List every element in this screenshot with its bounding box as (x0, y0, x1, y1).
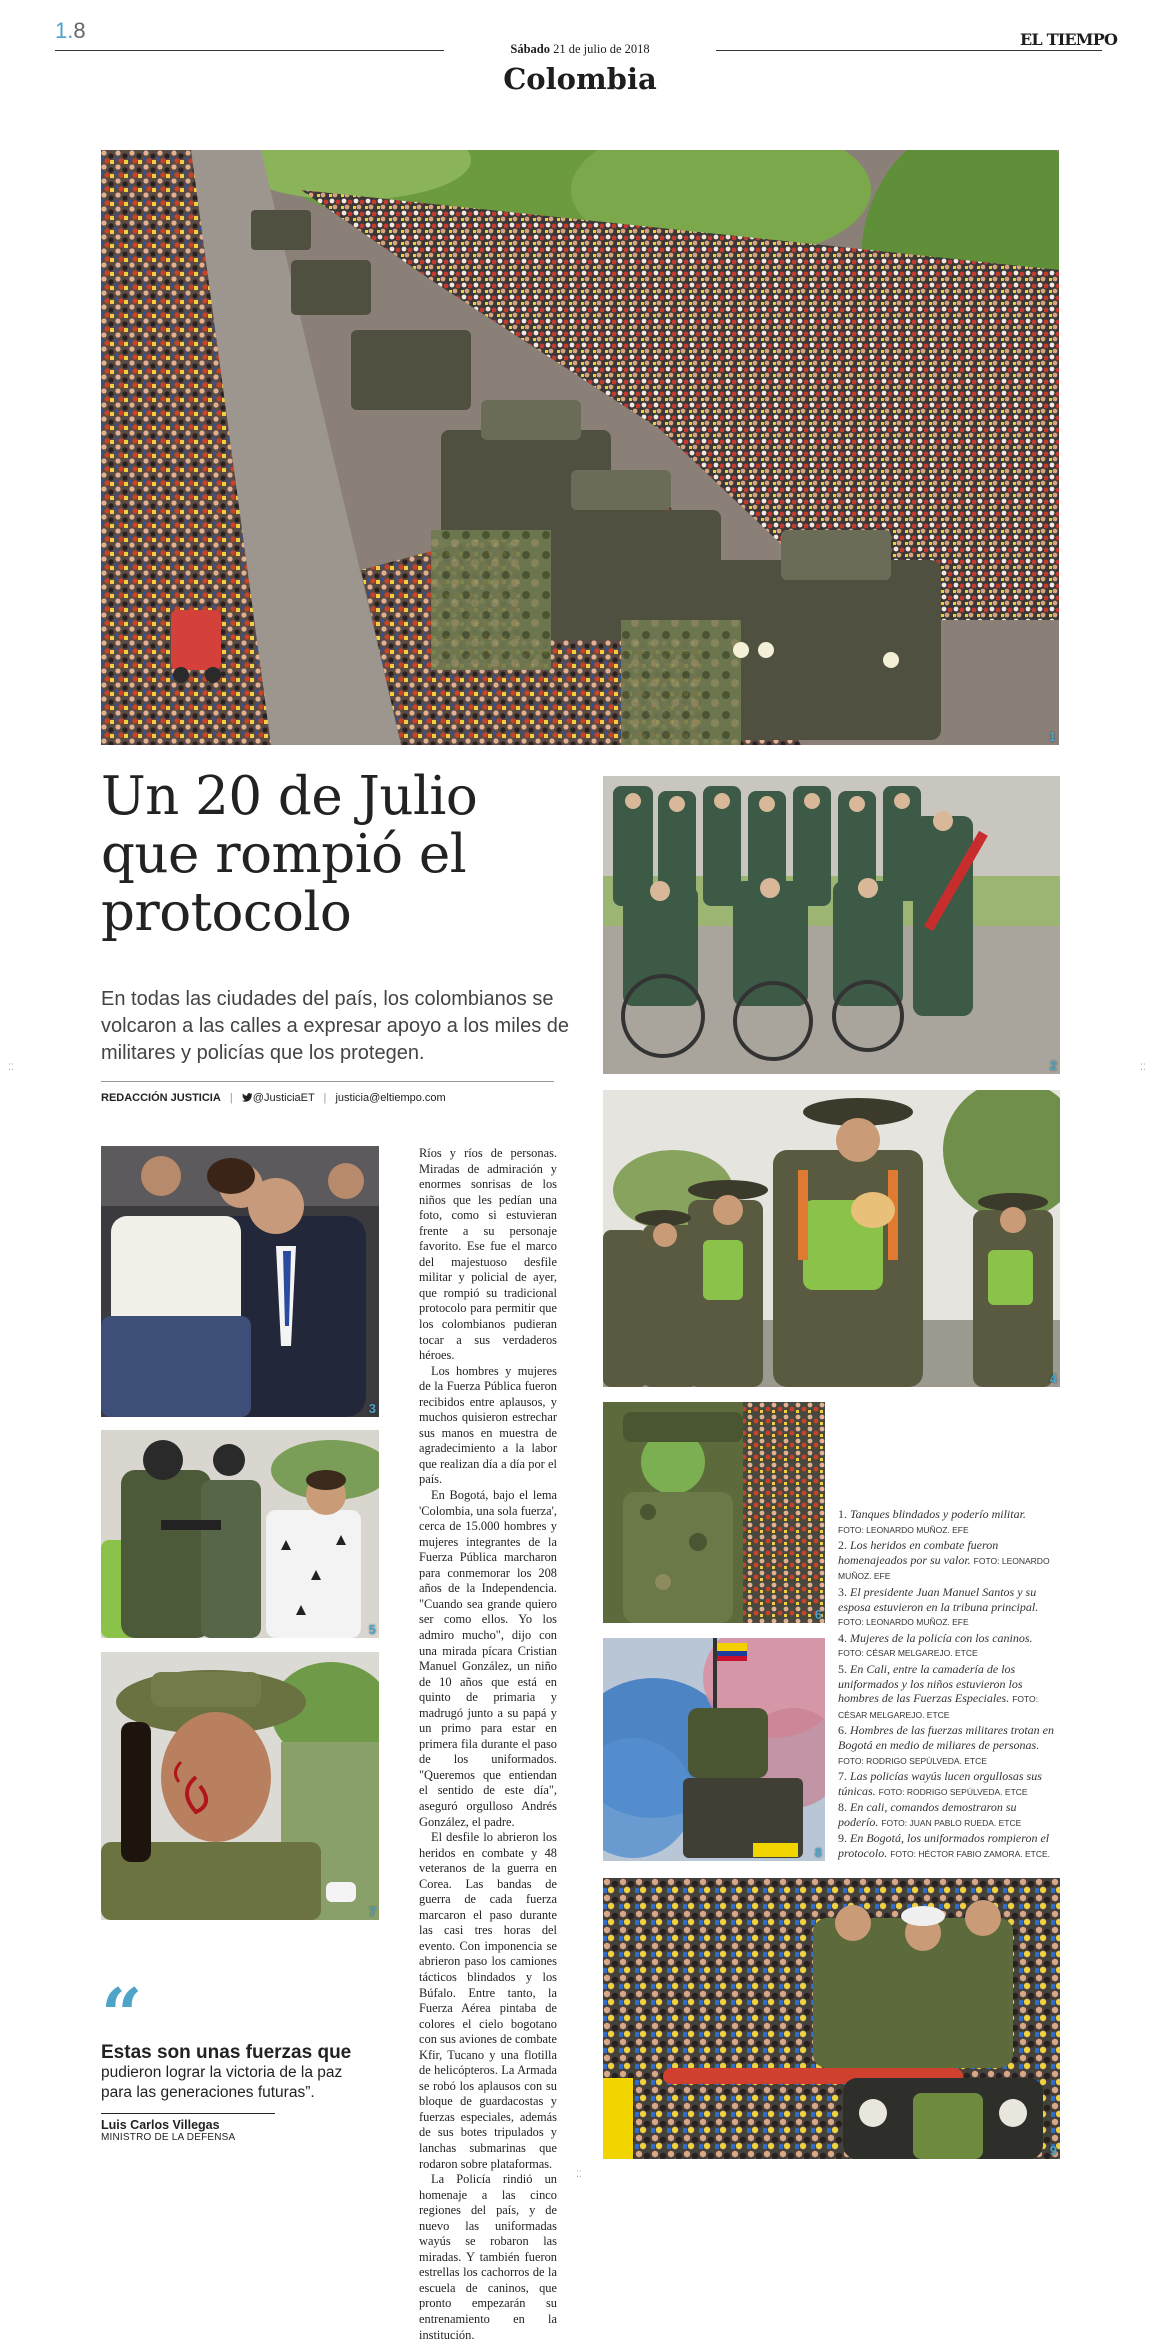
byline: REDACCIÓN JUSTICIA | @JusticiaET | justicia@eltiempo.com (101, 1092, 446, 1104)
photo-5-image (101, 1430, 379, 1638)
photo-4-image (603, 1090, 1060, 1387)
article-paragraph-1: Ríos y ríos de personas. Miradas de admiración y enormes sonrisas de los niños que les pedían una foto, como si estuvieran frente a su personaje favorito. Ese fue el marco del majestuoso desfile militar y policial de ayer, que rompió su tradicional protocolo para permitir que los colombianos pudieran tocar a sus verdaderos héroes. (419, 1146, 557, 1363)
photo-7-image (101, 1652, 379, 1920)
quote-speaker: Luis Carlos Villegas (101, 2118, 220, 2132)
page-section-prefix: 1. (55, 18, 74, 43)
pull-quote (101, 1972, 361, 2143)
caption-4: 4. Mujeres de la policía con los caninos. FOTO: CÉSAR MELGAREJO. ETCE (838, 1630, 1033, 1659)
photo-3-image (101, 1146, 379, 1417)
article-paragraph-5: La Policía rindió un homenaje a las cinco regiones del país, y de nuevo las uniformadas wayús se robaron las miradas. Y también fueron estrellas los cachorros de la escuela de caninos, que pronto empezarán su entrenamiento en la institución. (419, 2172, 557, 2342)
photo-9-image (603, 1878, 1060, 2159)
crop-mark-left: ⁚⁚ (8, 1063, 14, 1073)
caption-6: 6. Hombres de las fuerzas militares trotan en Bogotá en medio de miliares de personas. FOTO: RODRIGO SEPÚLVEDA. ETCE (838, 1723, 1054, 1766)
photo-9-number: 9 (1049, 2143, 1057, 2158)
quote-role: MINISTRO DE LA DEFENSA (101, 2132, 236, 2143)
header-date (444, 42, 716, 57)
caption-3: 3. El presidente Juan Manuel Santos y su esposa estuvieron en la tribuna principal. FOTO: LEONARDO MUÑOZ. EFE (838, 1584, 1039, 1628)
photo-5-cali-special-forces (101, 1430, 379, 1638)
article-paragraph-4: El desfile lo abrieron los heridos en combate y 48 veteranos de la guerra en Corea. Las bandas de guerra de cada fuerza marcaron el paso durante las casi tres horas del evento. Con imponencia se abrieron paso los camiones tácticos blindados y los Búfalo. Entre tanto, la Fuerza Aérea pintaba de colores el cielo bogotano con sus aviones de combate Kfir, Tucano y una flotilla de helicópteros. La Armada se robó los aplausos con su bloque de guardacostas y fuerzas especiales, además de sus botes tripulados y lanchas submarinas que rodaron sobre plataformas. (419, 1830, 557, 2171)
byline-rule (101, 1081, 554, 1082)
article-paragraph-3: En Bogotá, bajo el lema 'Colombia, una sola fuerza', cerca de 15.000 hombres y mujeres integrantes de la Fuerza Pública marcharon para conmemorar los 208 años de la Independencia. "Cuando sea grande quiero ser como ellos. Yo los admiro mucho", dijo con una mirada pícara Cristian Manuel González, un niño de 10 años que está en quinto de primaria y madrugó junto a su papá y un primo para estar en primera fila durante el paso de los uniformados. "Queremos que entiendan el sentido de este día", aseguró orgulloso Andrés González, el padre. (419, 1488, 557, 1829)
photo-7-number: 7 (368, 1904, 376, 1919)
photo-1-tank-parade (101, 150, 1059, 745)
byline-twitter[interactable]: @JusticiaET (252, 1092, 315, 1104)
quote-text-bold: Estas son unas fuerzas que (101, 2042, 352, 2063)
caption-7: 7. Las policías wayús lucen orgullosas sus túnicas. FOTO: RODRIGO SEPÚLVEDA. ETCE (838, 1769, 1042, 1798)
photo-8-cali-commandos (603, 1638, 825, 1861)
photo-7-wayuu-policewoman (101, 1652, 379, 1920)
date-day: Sábado (510, 42, 550, 56)
caption-9: 9. En Bogotá, los uniformados rompieron el protocolo. FOTO: HÉCTOR FABIO ZAMORA. ETCE. (838, 1831, 1051, 1861)
photo-2-number: 2 (1049, 1058, 1057, 1073)
photo-2-image (603, 776, 1060, 1074)
caption-5: 5. En Cali, entre la camadería de los uniformados y los niños estuvieron los hombres de las Fuerzas Especiales. FOTO: CÉSAR MELGAREJO. ETCE (838, 1661, 1039, 1720)
photo-3-president (101, 1146, 379, 1417)
photo-2-wounded-veterans (603, 776, 1060, 1074)
photo-8-image (603, 1638, 825, 1861)
photo-6-number: 6 (814, 1607, 822, 1622)
photo-8-number: 8 (814, 1845, 822, 1860)
article-dek: En todas las ciudades del país, los colombianos se volcaron a las calles a expresar apoyo a los miles de militares y policías que los protegen. (101, 988, 570, 1064)
article-headline: Un 20 de Julio que rompió el protocolo (101, 766, 478, 943)
byline-email[interactable]: justicia@eltiempo.com (335, 1092, 446, 1104)
quote-rule (101, 2113, 275, 2114)
quote-mark: “ (101, 1972, 143, 2057)
photo-4-number: 4 (1049, 1371, 1057, 1386)
caption-8: 8. En cali, comandos demostraron su poderío. FOTO: JUAN PABLO RUEDA. ETCE (838, 1800, 1022, 1829)
masthead: EL TIEMPO (1020, 30, 1118, 49)
header-rule-right (716, 50, 1102, 51)
photo-3-number: 3 (368, 1401, 376, 1416)
quote-text (101, 2042, 361, 2063)
caption-1: 1. Tanques blindados y poderío militar. FOTO: LEONARDO MUÑOZ. EFE (838, 1507, 1026, 1535)
photo-5-number: 5 (368, 1622, 376, 1637)
crop-mark-right: ⁚⁚ (1140, 1063, 1146, 1073)
header-rule-left (55, 50, 444, 51)
section-title: Colombia (503, 62, 657, 96)
photo-9-bogota-crowd (603, 1878, 1060, 2159)
photo-6-soldier-bogota (603, 1402, 825, 1623)
photo-captions (838, 1507, 1056, 1863)
article-body (419, 1146, 557, 2343)
photo-4-police-canine (603, 1090, 1060, 1387)
date-rest: 21 de julio de 2018 (553, 42, 650, 56)
page-number-value: 8 (73, 18, 86, 43)
crop-mark-bottom: ⁚⁚ (576, 2170, 582, 2180)
page-number (55, 18, 86, 44)
twitter-icon (242, 1093, 253, 1102)
photo-1-number: 1 (1048, 729, 1056, 744)
photo-6-image (603, 1402, 825, 1623)
byline-author: REDACCIÓN JUSTICIA (101, 1092, 221, 1104)
quote-text-rest: pudieron lograr la victoria de la paz para las generaciones futuras”. (101, 2064, 343, 2101)
photo-1-image (101, 150, 1059, 745)
caption-2: 2. Los heridos en combate fueron homenajeados por su valor. FOTO: LEONARDO MUÑOZ. EFE (838, 1538, 1050, 1582)
article-paragraph-2: Los hombres y mujeres de la Fuerza Pública fueron recibidos entre aplausos, y muchos quisieron estrechar sus manos en muestra de agradecimiento a la labor que realizan día a día por el país. (419, 1363, 557, 1487)
